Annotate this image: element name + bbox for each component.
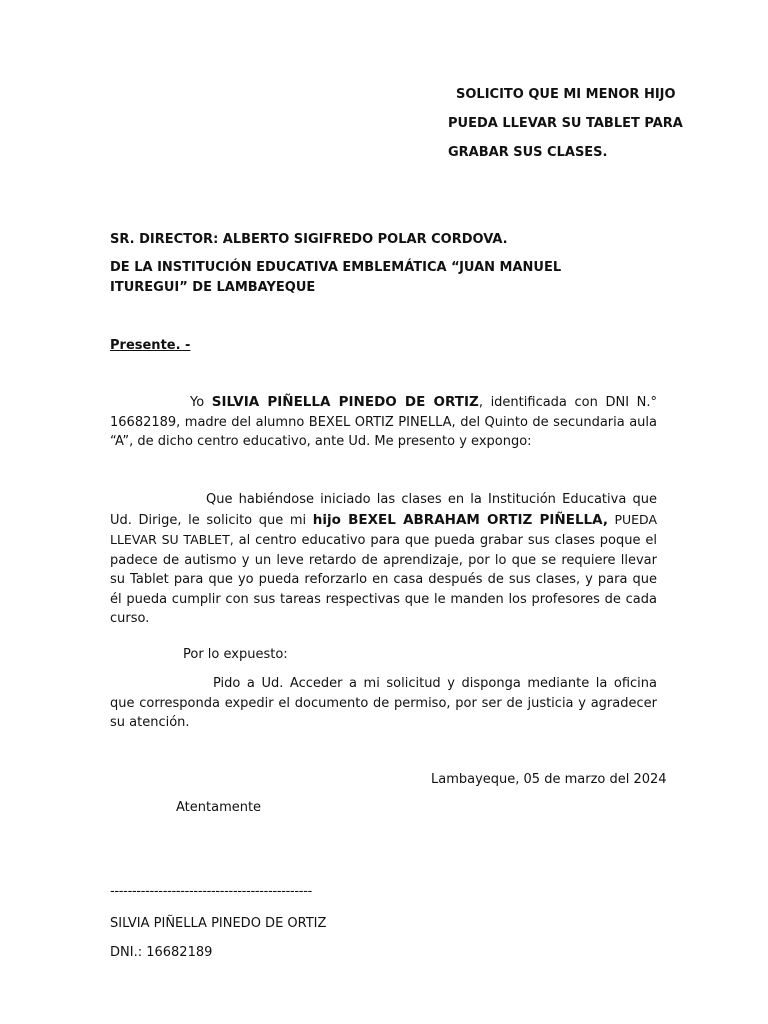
signature-dni: DNI.: 16682189 bbox=[110, 945, 213, 960]
por-lo-expuesto: Por lo expuesto: bbox=[183, 647, 288, 662]
body-paragraph bbox=[110, 490, 657, 629]
signature-line: ---------------------------------------------- bbox=[110, 884, 312, 899]
body-part-1: Que habiéndose iniciado las clases en la Institución Educativa que Ud. Dirige, le solicito que mi bbox=[110, 492, 657, 528]
student-name: hijo BEXEL ABRAHAM ORTIZ PIÑELLA, bbox=[312, 511, 608, 528]
applicant-name: SILVIA PIÑELLA PINEDO DE ORTIZ bbox=[211, 394, 479, 410]
subject-line-1: SOLICITO QUE MI MENOR HIJO bbox=[456, 87, 676, 102]
intro-paragraph bbox=[110, 393, 657, 452]
presente-label: Presente. - bbox=[110, 338, 191, 353]
intro-rest: , identificada con DNI N.° 16682189, madre del alumno BEXEL ORTIZ PINELLA, del Quinto de secundaria aula “A”, de dicho centro educativo, ante Ud. Me presento y expongo: bbox=[110, 395, 657, 449]
body-caps: PUEDA LLEVAR SU TABLET, bbox=[110, 511, 657, 547]
pido-paragraph: Pido a Ud. Acceder a mi solicitud y disponga mediante la oficina que corresponda expedir el documento de permiso, por ser de justicia y agradecer su atención. bbox=[110, 676, 657, 730]
subject-line-2: PUEDA LLEVAR SU TABLET PARA bbox=[448, 116, 683, 131]
closing-line: Atentamente bbox=[176, 800, 262, 815]
intro-yo: Yo bbox=[190, 395, 212, 410]
signature-name: SILVIA PIÑELLA PINEDO DE ORTIZ bbox=[110, 916, 327, 931]
date-line: Lambayeque, 05 de marzo del 2024 bbox=[431, 772, 667, 787]
body-part-2: al centro educativo para que pueda grabar sus clases poque el padece de autismo y un leve retardo de aprendizaje, por lo que se requiere llevar su Tablet para que yo pueda reforzarlo en casa después de sus clases, y para que él pueda cumplir con sus tareas respectivas que le manden los profesores de cada curso. bbox=[110, 533, 658, 626]
institution-heading: DE LA INSTITUCIÓN EDUCATIVA EMBLEMÁTICA “JUAN MANUEL ITUREGUI” DE LAMBAYEQUE bbox=[110, 260, 562, 295]
subject-line-3: GRABAR SUS CLASES. bbox=[448, 145, 608, 160]
director-heading: SR. DIRECTOR: ALBERTO SIGIFREDO POLAR CORDOVA. bbox=[110, 232, 508, 247]
